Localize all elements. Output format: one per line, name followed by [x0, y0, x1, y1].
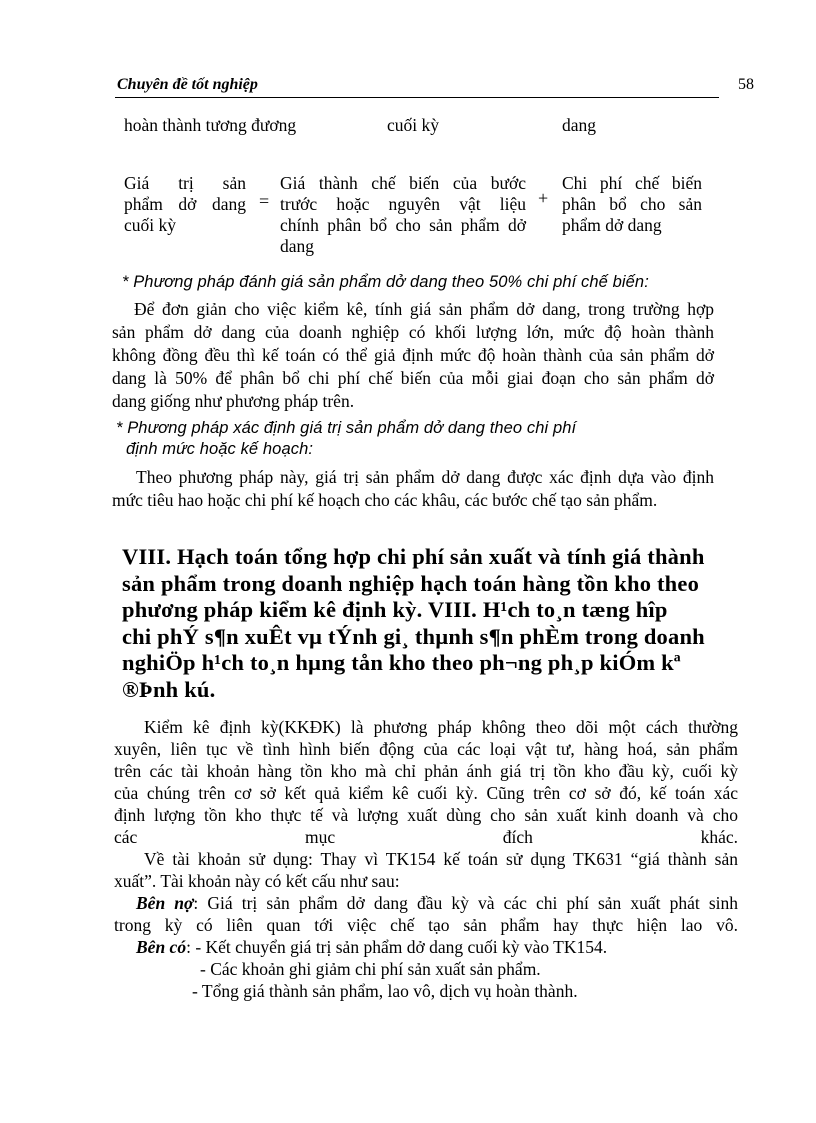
formula-right	[562, 173, 702, 236]
paragraph-accounts	[114, 848, 738, 892]
text-line: Theo phương pháp này, giá trị sản phẩm dở dang được xác định dựa vào định	[136, 467, 714, 487]
paragraph-kkdk	[114, 716, 738, 848]
formula-mid-line: chính phân bổ cho sản phẩm dở	[280, 215, 526, 235]
section-heading	[122, 544, 742, 703]
note-line: định mức hoặc kế hoạch:	[126, 440, 314, 458]
header-divider	[115, 97, 719, 98]
text-line: dang giống như phương pháp trên.	[112, 391, 355, 411]
text-line: định lượng tồn kho thực tế và lượng xuất dùng cho sản xuất kinh doanh và cho	[114, 805, 738, 825]
debit-side	[114, 892, 738, 936]
text-line: Để đơn giản cho việc kiểm kê, tính giá sản phẩm dở dang, trong trường hợp	[134, 299, 714, 319]
formula-left	[124, 173, 246, 236]
formula-right-line: Chi phí chế biến	[562, 173, 702, 193]
formula-left-line: phẩm dở dang	[124, 194, 246, 214]
debit-label: Bên nợ	[136, 893, 194, 913]
text-line: không đồng đều thì kế toán có thể giả định mức độ hoàn thành của sản phẩm dở	[112, 345, 714, 365]
text-line: sản phẩm dở dang của doanh nghiệp có khối lượng lớn, mức độ hoàn thành	[112, 322, 714, 342]
text-line: các mục đích khác.	[114, 827, 738, 847]
formula-mid-line: dang	[280, 236, 315, 256]
note-50-percent: * Phương pháp đánh giá sản phẩm dở dang theo 50% chi phí chế biến:	[122, 273, 649, 291]
header-title: Chuyên đề tốt nghiệp	[117, 76, 258, 93]
formula-mid-line: trước hoặc nguyên vật liệu	[280, 194, 526, 214]
text-line: - Các khoản ghi giảm chi phí sản xuất sản phẩm.	[200, 959, 541, 979]
formula-left-line: Giá trị sản	[124, 173, 246, 193]
formula-right-line: phẩm dở dang	[562, 215, 662, 235]
credit-label: Bên có	[136, 937, 187, 957]
paragraph-norm-method	[112, 466, 714, 512]
text-line: Về tài khoản sử dụng: Thay vì TK154 kế toán sử dụng TK631 “giá thành sản	[144, 849, 738, 869]
credit-text: : - Kết chuyển giá trị sản phẩm dở dang cuối kỳ vào TK154.	[186, 937, 608, 957]
text-line: trong kỳ có liên quan tới việc chế tạo sản phẩm hay thực hiện lao vô.	[114, 915, 738, 935]
heading-line: ®Þnh kú.	[122, 676, 216, 702]
text-line: xuyên, liên tục về tình hình biến động của các loại vật tư, hàng hoá, sản phẩm	[114, 739, 738, 759]
page-number: 58	[738, 76, 754, 93]
heading-line: chi phÝ s¶n xuÊt vµ tÝnh gi¸ thµnh s¶n phÈm trong doanh	[122, 623, 705, 649]
heading-line: sản phẩm trong doanh nghiệp hạch toán hàng tồn kho theo	[122, 570, 700, 596]
paragraph-50-percent	[112, 298, 714, 413]
text-line: dang là 50% để phân bổ chi phí chế biến của mỗi giai đoạn cho sản phẩm dở	[112, 368, 714, 388]
formula-right-line: phân bổ cho sản	[562, 194, 702, 214]
text-line: của chúng trên cơ sở kết quả kiểm kê cuối kỳ. Cũng trên cơ sở đó, kế toán xác	[114, 783, 738, 803]
top-row-col3: dang	[562, 115, 597, 135]
note-line: * Phương pháp xác định giá trị sản phẩm dở dang theo chi phí	[116, 419, 577, 437]
note-norm-method	[116, 418, 576, 460]
heading-line: nghiÖp h¹ch to¸n hµng tån kho theo ph¬ng ph¸p kiÓm kª	[122, 650, 681, 675]
heading-line: phương pháp kiểm kê định kỳ. VIII. H¹ch to¸n tæng hîp	[122, 597, 668, 622]
text-line: - Tổng giá thành sản phẩm, lao vô, dịch vụ hoàn thành.	[192, 981, 578, 1001]
text-line: xuất”. Tài khoản này có kết cấu như sau:	[114, 871, 400, 891]
debit-line	[114, 892, 738, 914]
text-line: mức tiêu hao hoặc chi phí kế hoạch cho các khâu, các bước chế tạo sản phẩm.	[112, 490, 658, 510]
equals-sign: =	[259, 191, 270, 211]
text-line: Kiểm kê định kỳ(KKĐK) là phương pháp không theo dõi một cách thường	[144, 717, 738, 737]
top-row-col2: cuối kỳ	[387, 115, 440, 135]
formula-mid-line: Giá thành chế biến của bước	[280, 173, 526, 193]
debit-text: : Giá trị sản phẩm dở dang đầu kỳ và các chi phí sản xuất phát sinh	[193, 893, 739, 913]
formula-left-line: cuối kỳ	[124, 215, 177, 235]
formula-middle	[280, 173, 526, 257]
plus-sign: +	[538, 188, 549, 208]
credit-line	[114, 936, 738, 958]
text-line: trên các tài khoản hàng tồn kho mà chỉ phản ánh giá trị tồn kho đầu kỳ, cuối kỳ	[114, 761, 738, 781]
heading-line: VIII. Hạch toán tổng hợp chi phí sản xuất và tính giá thành	[122, 544, 705, 569]
top-row-col1: hoàn thành tương đương	[124, 115, 297, 135]
credit-side	[114, 936, 738, 1002]
